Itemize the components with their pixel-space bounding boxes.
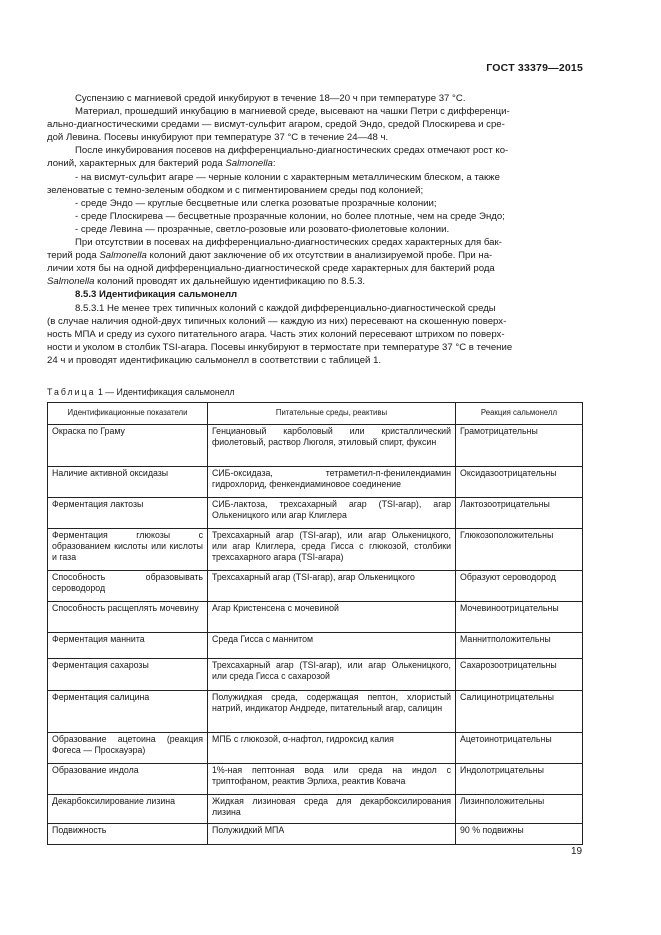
table-cell: Полужидкая среда, содержащая пептон, хлористый натрий, индикатор Андреде, питательный агар, салицин	[208, 691, 456, 733]
text-run: колоний дают заключение об их отсутствии в анализируемой пробе. При на-	[146, 250, 493, 262]
genus-name: Salmonella	[99, 250, 147, 262]
paragraph: 24 ч и проводят идентификацию сальмонелл в соответствии с таблицей 1.	[47, 354, 382, 366]
table-cell: Трехсахарный агар (TSI-агар), агар Олькеницкого	[208, 571, 456, 602]
paragraph: (в случае наличия одной-двух типичных колоний — каждую из них) пересевают на скошенную поверх-	[47, 315, 507, 327]
table-cell: 90 % подвижны	[456, 824, 583, 845]
table-cell: Ферментация салицина	[48, 691, 208, 733]
table-cell: Полужидкий МПА	[208, 824, 456, 845]
paragraph: личии хотя бы на одной дифференциально-диагностической среде характерных для бактерий рода	[47, 263, 495, 275]
table-row	[48, 467, 583, 498]
table-cell: СИБ-оксидаза, тетраметил-п-фенилендиамин гидрохлорид, фенкендиаминовое соединение	[208, 467, 456, 498]
table-cell: Наличие активной оксидазы	[48, 467, 208, 498]
table-header-row	[48, 403, 583, 425]
table-cell: Индолотрицательны	[456, 764, 583, 795]
table-cell: Способность образовывать сероводород	[48, 571, 208, 602]
table-caption	[47, 387, 235, 397]
table-cell: Образуют сероводород	[456, 571, 583, 602]
table-cell: Способность расщеплять мочевину	[48, 602, 208, 633]
table-cell: Грамотрицательны	[456, 425, 583, 467]
paragraph: ально-диагностическими средами — висмут-сульфит агаром, средой Эндо, средой Плоскирева и сре-	[47, 119, 505, 131]
table-row	[48, 571, 583, 602]
table-cell: Ферментация лактозы	[48, 498, 208, 529]
table-row	[48, 764, 583, 795]
paragraph: дой Левина. Посевы инкубируют при температуре 37 °С в течение 24—48 ч.	[47, 132, 389, 144]
table-cell: Декарбоксилирование лизина	[48, 795, 208, 824]
paragraph: Материал, прошедший инкубацию в магниевой среде, высевают на чашки Петри с дифференци-	[75, 106, 510, 118]
table-cell: Ферментация сахарозы	[48, 659, 208, 691]
caption-text: 1 — Идентификация сальмонелл	[95, 387, 235, 397]
table-cell: Жидкая лизиновая среда для декарбоксилирования лизина	[208, 795, 456, 824]
column-header: Идентификационные показатели	[48, 403, 208, 425]
paragraph: ность МПА и среду из сухого питательного агара. Часть этих колоний пересевают штрихом по поверх-	[47, 328, 505, 340]
table-row	[48, 602, 583, 633]
paragraph: Суспензию с магниевой средой инкубируют в течение 18—20 ч при температуре 37 °С.	[75, 93, 466, 104]
table-cell: Окраска по Граму	[48, 425, 208, 467]
paragraph: После инкубирования посевов на дифференциально-диагностических средах отмечают рост ко-	[75, 145, 509, 157]
text-run: колоний проводят их дальнейшую идентификацию по 8.5.3.	[94, 276, 366, 288]
text-run: терий рода	[47, 250, 100, 262]
table-row	[48, 425, 583, 467]
table-cell: Агар Кристенсена с мочевиной	[208, 602, 456, 633]
table-cell: МПБ с глюкозой, α-нафтол, гидроксид калия	[208, 733, 456, 764]
table-cell: Лизинположительны	[456, 795, 583, 824]
table-cell: Подвижность	[48, 824, 208, 845]
table-cell: СИБ-лактоза, трехсахарный агар (TSI-агар), агар Олькеницкого или агар Клиглера	[208, 498, 456, 529]
table-cell: 1%-ная пептонная вода или среда на индол с триптофаном, реактив Эрлиха, реактив Ковача	[208, 764, 456, 795]
caption-label: Таблица	[47, 387, 96, 397]
table-row	[48, 733, 583, 764]
table-cell: Салицинотрицательны	[456, 691, 583, 733]
table-row	[48, 498, 583, 529]
table-cell: Сахарозоотрицательны	[456, 659, 583, 691]
genus-name: Salmonella	[225, 158, 273, 170]
paragraph	[47, 249, 582, 262]
table-cell: Мочевиноотрицательны	[456, 602, 583, 633]
paragraph	[47, 275, 582, 288]
table-row	[48, 691, 583, 733]
list-item: - на висмут-сульфит агаре — черные колонии с характерным металлическим блеском, а также	[75, 171, 500, 183]
table-row	[48, 795, 583, 824]
body-text	[47, 92, 582, 367]
page-number: 19	[571, 846, 583, 857]
table-cell: Ацетоинотрицательны	[456, 733, 583, 764]
paragraph: При отсутствии в посевах на дифференциально-диагностических средах характерных для бак-	[75, 237, 502, 249]
text-run: :	[272, 158, 276, 170]
table-cell: Ферментация маннита	[48, 633, 208, 659]
genus-name: Salmonella	[47, 276, 95, 288]
list-item: - среде Левина — прозрачные, светло-розовые или розовато-фиолетовые колонии.	[75, 223, 450, 235]
section-heading: 8.5.3 Идентификация сальмонелл	[75, 289, 238, 301]
document-header: ГОСТ 33379—2015	[486, 62, 583, 74]
paragraph: ности и уколом в столбик TSI-агара. Посевы инкубируют в термостате при температуре 37 °С в течение	[47, 341, 513, 353]
column-header: Реакция сальмонелл	[456, 403, 583, 425]
table-cell: Генциановый карболовый или кристаллический фиолетовый, раствор Люголя, этиловый спирт, фуксин	[208, 425, 456, 467]
table-cell: Трехсахарный агар (TSI-агар), или агар Олькеницкого, или агар Клиглера, среда Гисса с глюкозой, столбики трехсахарного агара (TSI-агара)	[208, 529, 456, 571]
table-cell: Глюкозоположительны	[456, 529, 583, 571]
identification-table	[47, 402, 583, 845]
table-cell: Оксидазоотрицательны	[456, 467, 583, 498]
column-header: Питательные среды, реактивы	[208, 403, 456, 425]
table-cell: Ферментация глюкозы с образованием кислоты или кислоты и газа	[48, 529, 208, 571]
table-cell: Маннитположительны	[456, 633, 583, 659]
text-run: лоний, характерных для бактерий рода	[47, 158, 226, 170]
table-row	[48, 633, 583, 659]
paragraph: зеленоватые с темно-зеленым ободком и с пигментированием среды под колонией;	[47, 184, 424, 196]
table-row	[48, 659, 583, 691]
table-row	[48, 529, 583, 571]
table-cell: Среда Гисса с маннитом	[208, 633, 456, 659]
table-cell: Трехсахарный агар (TSI-агар), или агар Олькеницкого, или среда Гисса с сахарозой	[208, 659, 456, 691]
paragraph	[47, 157, 582, 170]
paragraph: 8.5.3.1 Не менее трех типичных колоний с каждой дифференциально-диагностической среды	[75, 302, 496, 314]
table-row	[48, 824, 583, 845]
table-cell: Лактозоотрицательны	[456, 498, 583, 529]
table-cell: Образование индола	[48, 764, 208, 795]
list-item: - среде Эндо — круглые бесцветные или слегка розоватые прозрачные колонии;	[75, 197, 437, 209]
table-cell: Образование ацетоина (реакция Фогеса — Проскауэра)	[48, 733, 208, 764]
list-item: - среде Плоскирева — бесцветные прозрачные колонии, но более плотные, чем на среде Эндо;	[75, 210, 505, 222]
